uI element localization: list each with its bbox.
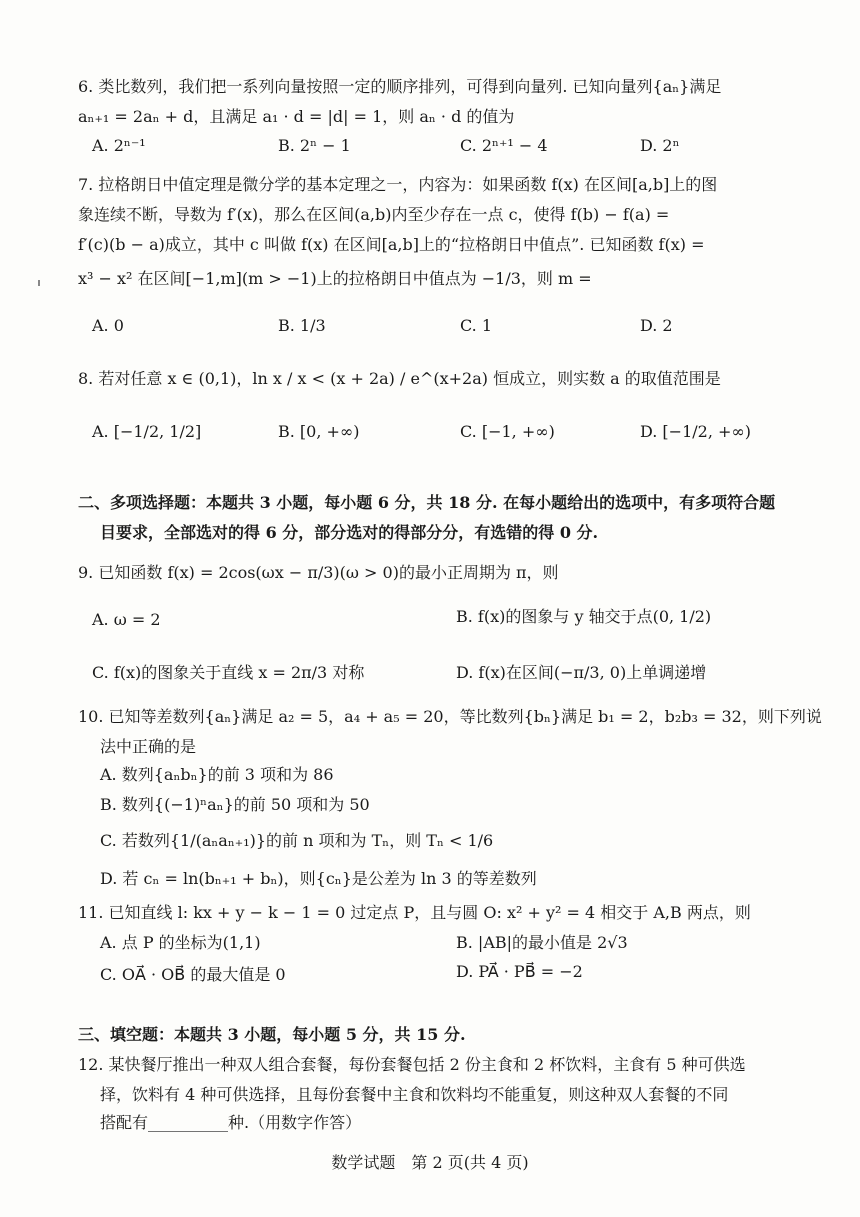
section3-heading: 三、填空题：本题共 3 小题，每小题 5 分，共 15 分. — [78, 1025, 466, 1044]
q6-option-a: A. 2ⁿ⁻¹ — [92, 136, 146, 155]
q10-option-d: D. 若 cₙ = ln(bₙ₊₁ + bₙ)，则{cₙ}是公差为 ln 3 的等差数列 — [100, 869, 537, 888]
q6-option-d: D. 2ⁿ — [640, 136, 680, 155]
q9-option-a: A. ω = 2 — [92, 610, 161, 629]
q7-line4: x³ − x² 在区间[−1,m](m > −1)上的拉格朗日中值点为 −1/3，则 m = — [78, 269, 592, 288]
q11-option-c: C. OA⃗ · OB⃗ 的最大值是 0 — [100, 965, 286, 984]
q6-line1: 6. 类比数列，我们把一系列向量按照一定的顺序排列，可得到向量列. 已知向量列{aₙ}满足 — [78, 77, 722, 96]
q8-option-c: C. [−1, +∞) — [460, 422, 555, 441]
q6-option-c: C. 2ⁿ⁺¹ − 4 — [460, 136, 548, 155]
q11-line1: 11. 已知直线 l: kx + y − k − 1 = 0 过定点 P，且与圆 O: x² + y² = 4 相交于 A,B 两点，则 — [78, 903, 751, 922]
q8-option-a: A. [−1/2, 1/2] — [92, 422, 202, 441]
q10-option-a: A. 数列{aₙbₙ}的前 3 项和为 86 — [100, 765, 334, 784]
q9-option-c: C. f(x)的图象关于直线 x = 2π/3 对称 — [92, 663, 365, 682]
q7-option-b: B. 1/3 — [278, 316, 326, 335]
q7-line1: 7. 拉格朗日中值定理是微分学的基本定理之一，内容为：如果函数 f(x) 在区间[a,b]上的图 — [78, 175, 718, 194]
q7-option-c: C. 1 — [460, 316, 493, 335]
page-footer: 数学试题 第 2 页(共 4 页) — [331, 1153, 529, 1172]
q7-line3: f′(c)(b − a)成立，其中 c 叫做 f(x) 在区间[a,b]上的“拉格朗日中值点”. 已知函数 f(x) = — [78, 235, 705, 254]
q7-option-d: D. 2 — [640, 316, 673, 335]
q12-line1: 12. 某快餐厅推出一种双人组合套餐，每份套餐包括 2 份主食和 2 杯饮料，主食有 5 种可供选 — [78, 1055, 746, 1074]
section2-heading-line1: 二、多项选择题：本题共 3 小题，每小题 6 分，共 18 分. 在每小题给出的选项中，有多项符合题 — [78, 493, 776, 512]
q11-option-a: A. 点 P 的坐标为(1,1) — [100, 933, 261, 952]
q11-option-b: B. |AB|的最小值是 2√3 — [456, 933, 628, 952]
q8-option-b: B. [0, +∞) — [278, 422, 360, 441]
q6-option-b: B. 2ⁿ − 1 — [278, 136, 351, 155]
q7-line2: 象连续不断，导数为 f′(x)，那么在区间(a,b)内至少存在一点 c，使得 f(b) − f(a) = — [78, 205, 670, 224]
q8-option-d: D. [−1/2, +∞) — [640, 422, 751, 441]
q10-option-b: B. 数列{(−1)ⁿaₙ}的前 50 项和为 50 — [100, 795, 370, 814]
q10-line2: 法中正确的是 — [100, 737, 197, 756]
q9-line1: 9. 已知函数 f(x) = 2cos(ωx − π/3)(ω > 0)的最小正周期为 π，则 — [78, 563, 559, 582]
q9-option-d: D. f(x)在区间(−π/3, 0)上单调递增 — [456, 663, 707, 682]
q10-option-c: C. 若数列{1/(aₙaₙ₊₁)}的前 n 项和为 Tₙ，则 Tₙ < 1/6 — [100, 831, 494, 850]
q8-line1: 8. 若对任意 x ∈ (0,1)，ln x / x < (x + 2a) / e^(x+2a) 恒成立，则实数 a 的取值范围是 — [78, 369, 721, 388]
q12-line2: 择，饮料有 4 种可供选择，且每份套餐中主食和饮料均不能重复，则这种双人套餐的不同 — [100, 1085, 729, 1104]
section2-heading-line2: 目要求，全部选对的得 6 分，部分选对的得部分分，有选错的得 0 分. — [100, 523, 599, 542]
q7-option-a: A. 0 — [92, 316, 124, 335]
q10-line1: 10. 已知等差数列{aₙ}满足 a₂ = 5，a₄ + a₅ = 20，等比数列{bₙ}满足 b₁ = 2，b₂b₃ = 32，则下列说 — [78, 707, 822, 726]
q6-line2: aₙ₊₁ = 2aₙ + d，且满足 a₁ · d = |d| = 1，则 aₙ · d 的值为 — [78, 107, 515, 126]
q12-line3: 搭配有__________种.（用数字作答） — [100, 1113, 362, 1132]
scan-mark — [38, 280, 40, 286]
q11-option-d: D. PA⃗ · PB⃗ = −2 — [456, 962, 583, 981]
q9-option-b: B. f(x)的图象与 y 轴交于点(0, 1/2) — [456, 607, 712, 626]
